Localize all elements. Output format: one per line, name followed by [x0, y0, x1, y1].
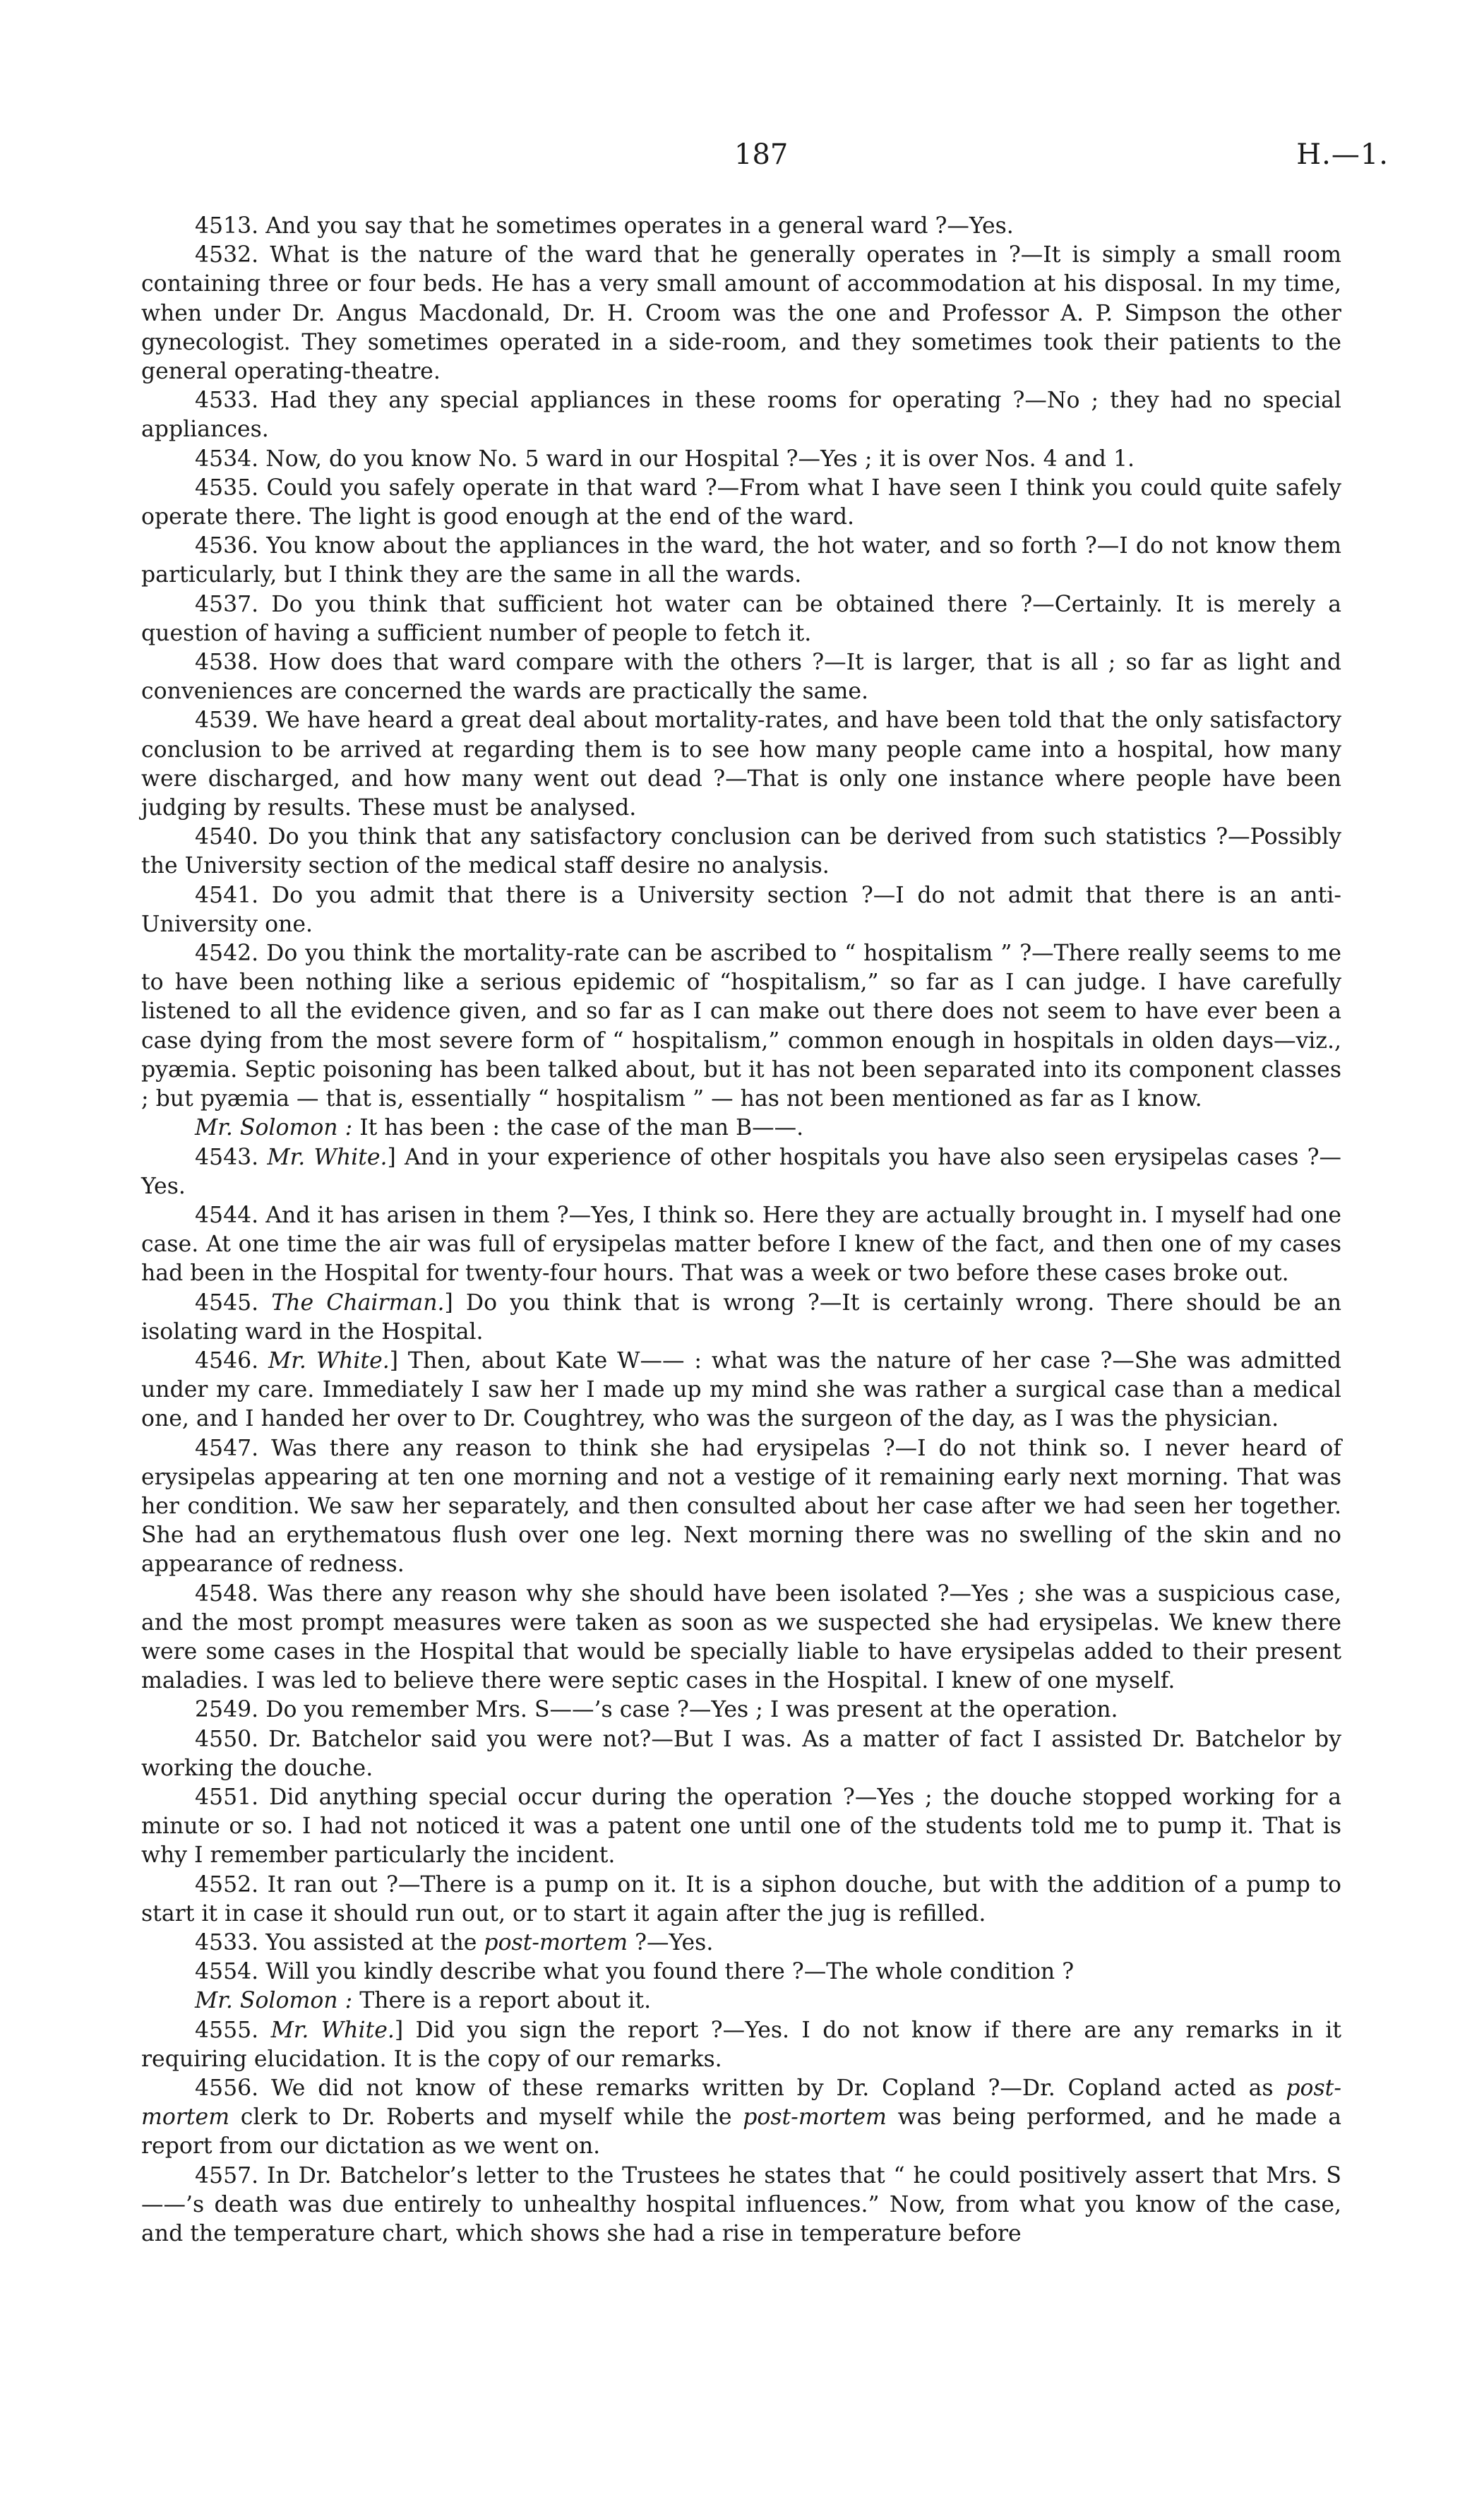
- testimony-paragraph: [141, 1696, 1341, 1725]
- paragraph-text: 4554. Will you kindly describe what you found there ?—The whole condition ?: [195, 1959, 1075, 1985]
- paragraph-text: clerk to Dr. Roberts and myself while the: [229, 2104, 743, 2131]
- testimony-paragraph: [141, 1871, 1341, 1929]
- testimony-paragraph: [141, 1347, 1341, 1434]
- testimony-paragraph: [141, 1958, 1341, 1987]
- paragraph-text: 4539. We have heard a great deal about mortality-rates, and have been told that the only satisfactory conclusion to be arrived at regarding them is to see how many people came into a hospital, how many were discharged, and how many went out dead ?—That is only one instance where people have been judging by results. These must be analysed.: [141, 708, 1341, 821]
- testimony-paragraph: [141, 1929, 1341, 1958]
- italic-text: Mr. White.: [268, 1347, 390, 1374]
- paragraph-text: 4513. And you say that he sometimes operates in a general ward ?—Yes.: [195, 213, 1014, 239]
- testimony-paragraph: [141, 1580, 1341, 1696]
- paragraph-text: 4546.: [195, 1347, 269, 1374]
- italic-text: The Chairman.: [271, 1290, 445, 1316]
- testimony-body: [141, 212, 1341, 2249]
- testimony-paragraph: [141, 2016, 1341, 2074]
- paragraph-text: 4547. Was there any reason to think she had erysipelas ?—I do not think so. I never heard of erysipelas appearing at ten one morning and not a vestige of it remaining early next morning. That was her condition. We saw her separately, and then consulted about her case after we had seen her together. She had an erythematous flush over one leg. Next morning there was no swelling of the skin and no appearance of redness.: [141, 1435, 1341, 1578]
- italic-text: Mr. Solomon :: [195, 1988, 353, 2014]
- series-identifier: H.—1.: [1296, 138, 1389, 171]
- testimony-paragraph: [141, 1114, 1341, 1143]
- paragraph-text: ] Do you think that is wrong ?—It is certainly wrong. There should be an isolating ward in the Hospital.: [141, 1290, 1341, 1345]
- paragraph-text: 4544. And it has arisen in them ?—Yes, I think so. Here they are actually brought in. I myself had one case. At one time the air was full of erysipelas matter before I knew of the fact, and then one of my cases had been in the Hospital for twenty-four hours. That was a week or two before these cases broke out.: [141, 1202, 1341, 1287]
- paragraph-text: 4557. In Dr. Batchelor’s letter to the Trustees he states that “ he could positively assert that Mrs. S——’s death was due entirely to unhealthy hospital influences.” Now, from what you know of the case, and the temperature chart, which shows she had a rise in temperature before: [141, 2162, 1341, 2247]
- paragraph-text: 4533. You assisted at the: [195, 1929, 484, 1955]
- paragraph-text: 4555.: [195, 2017, 271, 2043]
- testimony-paragraph: [141, 590, 1341, 648]
- testimony-paragraph: [141, 939, 1341, 1114]
- paragraph-text: ] Did you sign the report ?—Yes. I do not know if there are any remarks in it requiring elucidation. It is the copy of our remarks.: [141, 2017, 1341, 2072]
- testimony-paragraph: [141, 1289, 1341, 1347]
- paragraph-text: 2549. Do you remember Mrs. S——’s case ?—Yes ; I was present at the operation.: [195, 1697, 1118, 1723]
- italic-text: post-mortem: [141, 2076, 1341, 2131]
- italic-text: Mr. White.: [267, 1144, 388, 1170]
- testimony-paragraph: [141, 1143, 1341, 1201]
- paragraph-text: 4533. Had they any special appliances in these rooms for operating ?—No ; they had no special appliances.: [141, 388, 1341, 443]
- paragraph-text: ] Then, about Kate W—— : what was the nature of her case ?—She was admitted under my care. Immediately I saw her I made up my mind she was rather a surgical case than a medical one, and I handed her over to Dr. Coughtrey, who was the surgeon of the day, as I was the physician.: [141, 1347, 1341, 1432]
- testimony-paragraph: [141, 386, 1341, 444]
- testimony-paragraph: [141, 474, 1341, 532]
- paragraph-text: 4541. Do you admit that there is a University section ?—I do not admit that there is an anti-University one.: [141, 882, 1341, 937]
- paragraph-text: There is a report about it.: [352, 1988, 652, 2014]
- testimony-paragraph: [141, 1725, 1341, 1783]
- paragraph-text: 4534. Now, do you know No. 5 ward in our Hospital ?—Yes ; it is over Nos. 4 and 1.: [195, 446, 1135, 472]
- paragraph-text: 4551. Did anything special occur during the operation ?—Yes ; the douche stopped working for a minute or so. I had not noticed it was a patent one until one of the students told me to pump it. That is why I remember particularly the incident.: [141, 1784, 1341, 1869]
- paragraph-text: 4552. It ran out ?—There is a pump on it. It is a siphon douche, but with the addition of a pump to start it in case it should run out, or to start it again after the jug is refilled.: [141, 1871, 1341, 1927]
- testimony-paragraph: [141, 2162, 1341, 2249]
- paragraph-text: 4536. You know about the appliances in the ward, the hot water, and so forth ?—I do not know them particularly, but I think they are the same in all the wards.: [141, 533, 1341, 588]
- testimony-paragraph: [141, 823, 1341, 881]
- paragraph-text: 4548. Was there any reason why she should have been isolated ?—Yes ; she was a suspicious case, and the most prompt measures were taken as soon as we suspected she had erysipelas. We knew there were some cases in the Hospital that would be specially liable to have erysipelas added to their present maladies. I was led to believe there were septic cases in the Hospital. I knew of one myself.: [141, 1580, 1341, 1694]
- paragraph-text: 4535. Could you safely operate in that ward ?—From what I have seen I think you could quite safely operate there. The light is good enough at the end of the ward.: [141, 475, 1341, 530]
- paragraph-text: 4543.: [195, 1144, 268, 1170]
- testimony-paragraph: [141, 1434, 1341, 1580]
- italic-text: Mr. Solomon :: [195, 1115, 353, 1141]
- paragraph-text: 4538. How does that ward compare with the others ?—It is larger, that is all ; so far as light and conveniences are concerned the wards are practically the same.: [141, 650, 1341, 705]
- paragraph-text: 4537. Do you think that sufficient hot water can be obtained there ?—Certainly. It is merely a question of having a sufficient number of people to fetch it.: [141, 591, 1341, 646]
- italic-text: post-mortem: [484, 1929, 628, 1955]
- testimony-paragraph: [141, 212, 1341, 241]
- testimony-paragraph: [141, 445, 1341, 474]
- testimony-paragraph: [141, 1987, 1341, 2015]
- paragraph-text: It has been : the case of the man B——.: [352, 1115, 804, 1141]
- testimony-paragraph: [141, 532, 1341, 590]
- testimony-paragraph: [141, 1783, 1341, 1871]
- italic-text: post-mortem: [743, 2104, 887, 2131]
- testimony-paragraph: [141, 241, 1341, 386]
- italic-text: Mr. White.: [270, 2017, 395, 2043]
- paragraph-text: 4540. Do you think that any satisfactory conclusion can be derived from such statistics ?—Possibly the University section of the medical staff desire no analysis.: [141, 824, 1341, 879]
- paragraph-text: 4532. What is the nature of the ward that he generally operates in ?—It is simply a small room containing three or four beds. He has a very small amount of accommodation at his disposal. In my time, when under Dr. Angus Macdonald, Dr. H. Croom was the one and Professor A. P. Simpson the other gynecologist. They sometimes operated in a side-room, and they sometimes took their patients to the general operating-theatre.: [141, 242, 1341, 385]
- page-number: 187: [734, 138, 789, 171]
- paragraph-text: 4556. We did not know of these remarks written by Dr. Copland ?—Dr. Copland acted as: [195, 2076, 1286, 2101]
- testimony-paragraph: [141, 1201, 1341, 1289]
- paragraph-text: 4545.: [195, 1290, 272, 1316]
- paragraph-text: ] And in your experience of other hospitals you have also seen erysipelas cases ?—Yes.: [141, 1144, 1341, 1199]
- paragraph-text: was being performed, and he made a report from our dictation as we went on.: [141, 2104, 1341, 2160]
- testimony-paragraph: [141, 881, 1341, 939]
- testimony-paragraph: [141, 648, 1341, 706]
- paragraph-text: 4550. Dr. Batchelor said you were not?—But I was. As a matter of fact I assisted Dr. Batchelor by working the douche.: [141, 1726, 1341, 1781]
- page-header: [0, 138, 1484, 181]
- testimony-paragraph: [141, 2074, 1341, 2162]
- paragraph-text: ?—Yes.: [628, 1929, 714, 1955]
- paragraph-text: 4542. Do you think the mortality-rate can be ascribed to “ hospitalism ” ?—There really seems to me to have been nothing like a serious epidemic of “hospitalism,” so far as I can judge. I have carefully listened to all the evidence given, and so far as I can make out there does not seem to have ever been a case dying from the most severe form of “ hospitalism,” common enough in hospitals in olden days—viz., pyæmia. Septic poisoning has been talked about, but it has not been separated into its component classes ; but pyæmia — that is, essentially “ hospitalism ” — has not been mentioned as far as I know.: [141, 941, 1341, 1112]
- testimony-paragraph: [141, 706, 1341, 823]
